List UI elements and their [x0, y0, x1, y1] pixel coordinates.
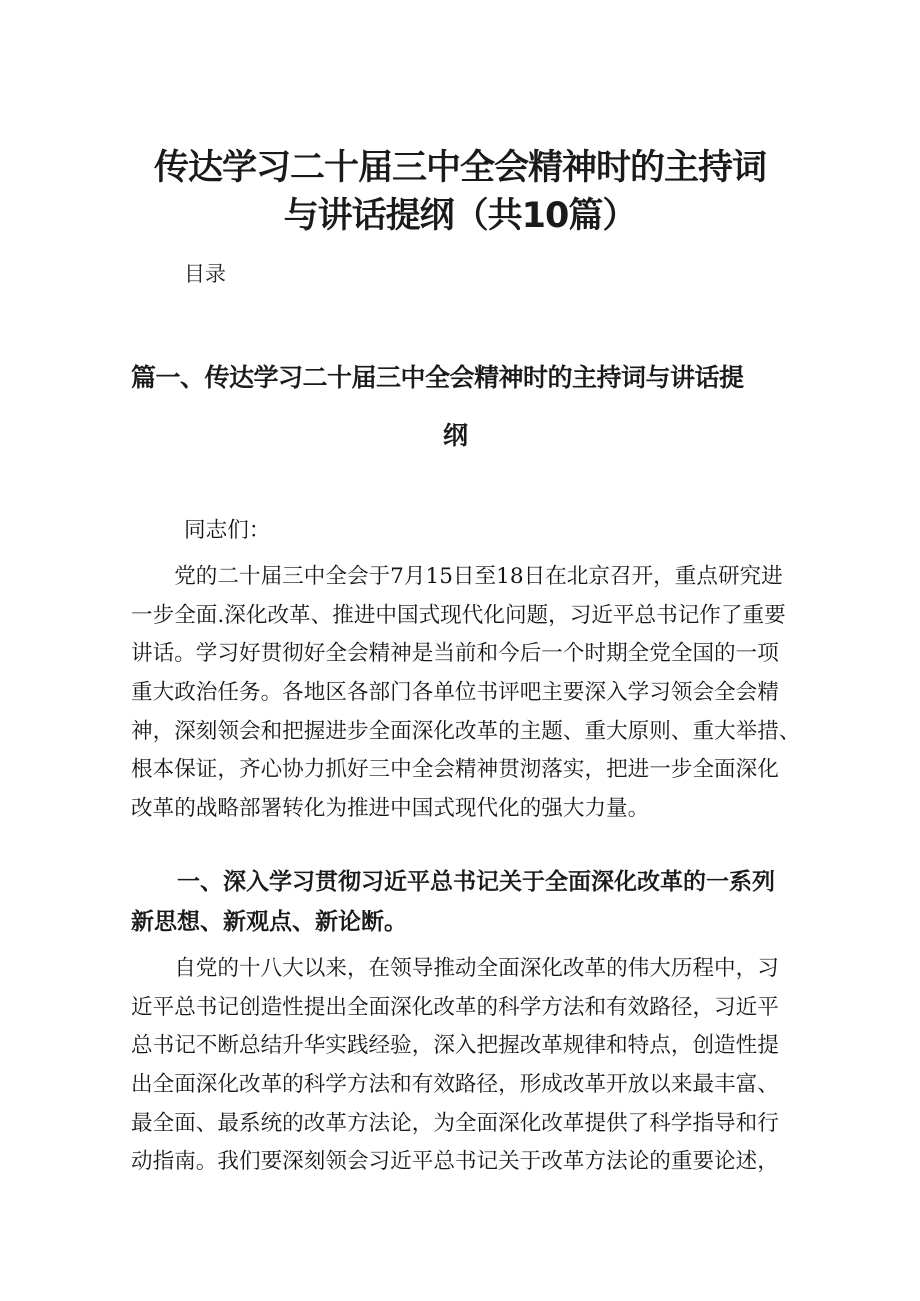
paragraph-1 [131, 558, 801, 829]
chapter-heading-line-1: 篇一、传达学习二十届三中全会精神时的主持词与讲话提 [131, 363, 744, 392]
table-of-contents-label: 目录 [184, 262, 226, 286]
paragraph-line: 讲话。学习好贯彻好全会精神是当前和今后一个时期全党全国的一项 [131, 641, 779, 667]
paragraph-line: 动指南。我们要深刻领会习近平总书记关于改革方法论的重要论述， [131, 1149, 779, 1175]
paragraph-2 [131, 950, 791, 1182]
paragraph-line: 自党的十八大以来，在领导推动全面深化改革的伟大历程中，习 [131, 956, 779, 981]
paragraph-line: 总书记不断总结升华实践经验，深入把握改革规律和特点，创造性提 [131, 1033, 779, 1059]
section-heading-line: 新思想、新观点、新论断。 [131, 909, 407, 935]
chapter-heading-line-2: 纲 [443, 421, 469, 450]
paragraph-line: 近平总书记创造性提出全面深化改革的科学方法和有效路径，习近平 [131, 994, 779, 1020]
section-heading-line: 一、深入学习贯彻习近平总书记关于全面深化改革的一系列 [131, 869, 775, 895]
paragraph-line: 根本保证，齐心协力抓好三中全会精神贯沏落实，把进一步全面深化 [131, 757, 779, 783]
paragraph-line: 神，深刻领会和把握进步全面深化改革的主题、重大原则、重大举措、 [131, 718, 801, 744]
paragraph-line: 一步全面.深化改革、推进中国式现代化问题，习近平总书记作了重要 [131, 602, 786, 628]
paragraph-line: 最全面、最系统的改革方法论，为全面深化改革提供了科学指导和行 [131, 1110, 779, 1136]
document-title-line-2: 与讲话提纲（共10篇） [283, 196, 637, 236]
paragraph-line: 党的二十届三中全会于7月15日至18日在北京召开，重点研究进 [131, 564, 783, 589]
document-title-line-1: 传达学习二十届三中全会精神时的主持词 [153, 148, 766, 188]
paragraph-line: 出全面深化改革的科学方法和有效路径，形成改革开放以来最丰富、 [131, 1072, 779, 1098]
paragraph-line: 重大政治任务。各地区各部门各单位书评吧主要深入学习领会全会精 [131, 680, 779, 706]
paragraph-line: 改革的战略部署转化为推进中国式现代化的强大力量。 [131, 796, 650, 822]
section-heading-1 [131, 862, 775, 942]
greeting: 同志们： [184, 518, 271, 543]
